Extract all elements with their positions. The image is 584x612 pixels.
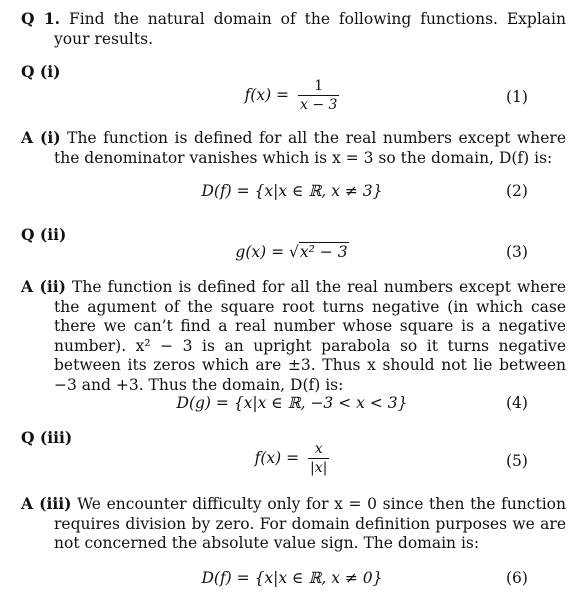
equation-2: D(f) = {x|x ∈ ℝ, x ≠ 3}	[201, 182, 383, 200]
question-1	[21, 9, 566, 49]
equation-1-lhs: f(x) =	[244, 86, 290, 104]
equation-5-numerator: x	[314, 441, 323, 457]
answer-i	[21, 128, 566, 168]
part-iii-heading: Q (iii)	[21, 428, 73, 447]
equation-3-number: (3)	[506, 243, 528, 261]
equation-5	[0, 441, 584, 477]
square-root: √x² − 3	[289, 243, 348, 261]
equation-4-number: (4)	[506, 394, 528, 412]
equation-1-numerator: 1	[314, 78, 324, 94]
equation-1-fraction	[298, 78, 339, 114]
part-i-heading: Q (i)	[21, 62, 61, 81]
answer-ii-label: A (ii)	[21, 277, 66, 296]
question-1-text: Find the natural domain of the following functions. Explain your results.	[54, 10, 566, 48]
answer-i-label: A (i)	[21, 128, 61, 147]
equation-3-radicand: x² − 3	[299, 243, 348, 261]
equation-4: D(g) = {x|x ∈ ℝ, −3 < x < 3}	[176, 394, 408, 412]
answer-ii-text: The function is defined for all the real numbers except where the agument of the square root turns negative (in which case there we can’t find a real number whose square is a negative number). x² − 3 is an upright parabola so it turns negative between its zeros which are ±3. Thus x should not lie between −3 and +3. Thus the domain, D(f) is:	[54, 278, 567, 394]
answer-iii-label: A (iii)	[21, 494, 72, 513]
answer-i-text: The function is defined for all the real numbers except where the denominator vanishes which is x = 3 so the domain, D(f) is:	[54, 129, 566, 167]
equation-3-lhs: g(x) =	[235, 243, 285, 261]
equation-2-number: (2)	[506, 182, 528, 200]
equation-5-lhs: f(x) =	[254, 449, 300, 467]
equation-3	[0, 243, 584, 261]
equation-6: D(f) = {x|x ∈ ℝ, x ≠ 0}	[201, 569, 383, 587]
question-1-label: Q 1.	[21, 9, 61, 28]
equation-1-denominator: x − 3	[300, 97, 338, 113]
equation-5-number: (5)	[506, 452, 528, 470]
part-ii-heading: Q (ii)	[21, 225, 67, 244]
answer-ii	[21, 277, 566, 395]
equation-6-number: (6)	[506, 569, 528, 587]
equation-5-denominator: |x|	[310, 460, 328, 476]
equation-1	[0, 78, 584, 114]
equation-1-number: (1)	[506, 88, 528, 106]
equation-5-fraction	[308, 441, 329, 477]
answer-iii	[21, 494, 566, 554]
answer-iii-text: We encounter difficulty only for x = 0 since then the function requires division by zero. For domain definition purposes we are not concerned the absolute value sign. The domain is:	[54, 495, 566, 552]
